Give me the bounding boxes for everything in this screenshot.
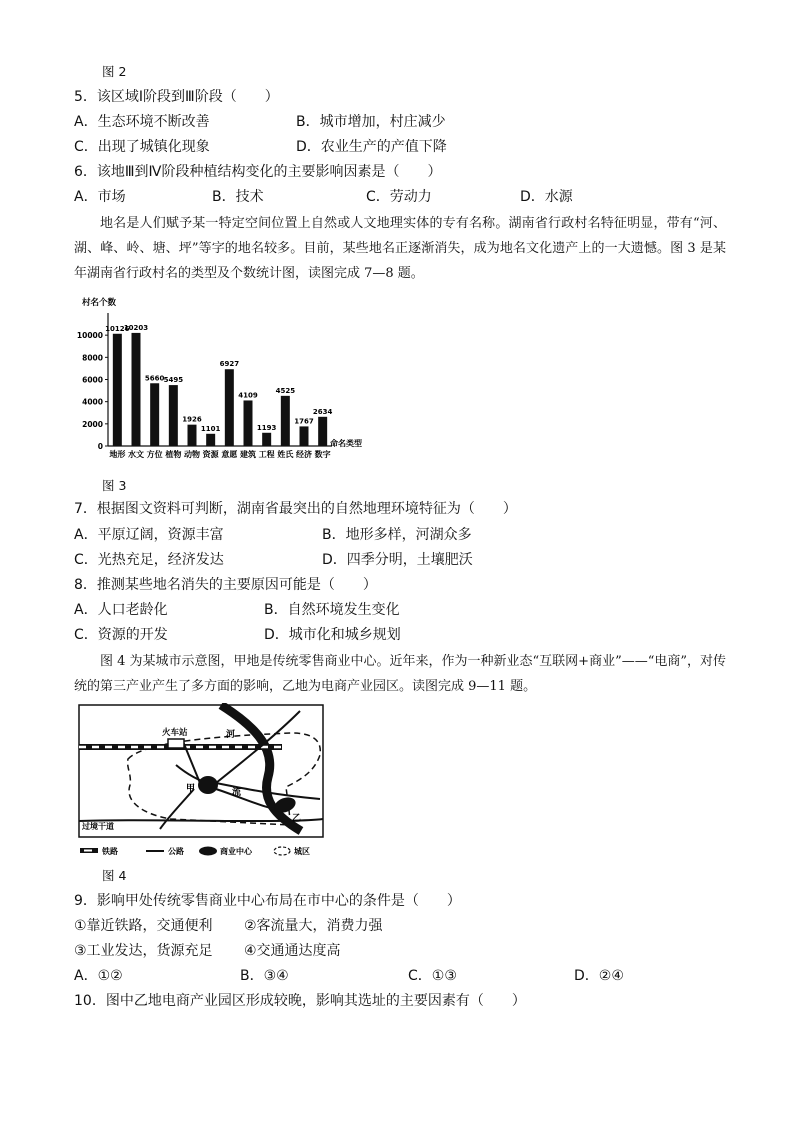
bar-value-label: 10203 <box>123 323 149 332</box>
q7-option-c[interactable]: C．光热充足，经济发达 <box>74 552 224 568</box>
q7-option-b[interactable]: B．地形多样，河湖众多 <box>322 527 472 543</box>
bar-value-label: 6927 <box>219 360 240 369</box>
q5-option-a[interactable]: A．生态环境不断改善 <box>74 114 210 130</box>
q9-statement-2: ②客流量大，消费力强 <box>244 918 383 934</box>
q8-option-d[interactable]: D．城市化和城乡规划 <box>264 627 401 643</box>
map-label-station: 火车站 <box>162 728 188 738</box>
bar-11 <box>300 426 309 446</box>
bar-value-label: 1101 <box>200 424 221 433</box>
legend-rail-label: 铁路 <box>102 847 118 856</box>
chart-y-axis-label: 村名个数 <box>82 298 117 308</box>
fig3-caption: 图 3 <box>102 478 127 493</box>
q9-statement-4: ④交通通达度高 <box>244 943 341 959</box>
bar-value-label: 1193 <box>256 423 277 432</box>
fig4-caption: 图 4 <box>102 868 127 883</box>
q7-option-a[interactable]: A．平原辽阔，资源丰富 <box>74 527 224 543</box>
q5-option-c[interactable]: C．出现了城镇化现象 <box>74 139 210 155</box>
q8-option-b[interactable]: B．自然环境发生变化 <box>264 602 400 618</box>
q9-stem: 9．影响甲处传统零售商业中心布局在市中心的条件是（ ） <box>74 893 461 909</box>
q6-option-d[interactable]: D．水源 <box>520 189 573 205</box>
bar-2 <box>132 333 141 446</box>
bar-value-label: 1767 <box>294 417 314 426</box>
q10-stem: 10．图中乙地电商产业园区形成较晚，影响其选址的主要因素有（ ） <box>74 993 526 1009</box>
q6-option-c[interactable]: C．劳动力 <box>366 189 432 205</box>
q8-option-c[interactable]: C．资源的开发 <box>74 627 168 643</box>
q6-option-a[interactable]: A．市场 <box>74 189 126 205</box>
q7-stem: 7．根据图文资料可判断，湖南省最突出的自然地理环境特征为（ ） <box>74 501 517 517</box>
category-label: 建筑 <box>240 450 256 459</box>
bar-7 <box>225 369 234 446</box>
y-tick-label: 0 <box>97 442 103 451</box>
bar-9 <box>262 433 271 446</box>
q9-option-d[interactable]: D．②④ <box>574 968 624 984</box>
y-tick-label: 4000 <box>82 397 103 407</box>
category-label: 资源 <box>202 450 219 459</box>
bar-12 <box>318 417 327 446</box>
map-label-flow: 流 <box>232 788 242 798</box>
passage-place-names: 地名是人们赋予某一特定空间位置上自然或人文地理实体的专有名称。湖南省行政村名特征明显，带有“河、湖、峰、岭、塘、坪”等字的地名较多。目前，某些地名正逐渐消失，成为地名文化遗产上的一大遗憾。图 3 是某年湖南省行政村名的类型及个数统计图，读图完成 7—8 题。 <box>74 216 726 281</box>
chart-x-axis-label: 命名类型 <box>330 439 362 448</box>
y-tick-label: 6000 <box>82 375 103 385</box>
y-tick-label: 8000 <box>82 353 103 363</box>
village-name-bar-chart <box>70 293 370 463</box>
q6-option-b[interactable]: B．技术 <box>212 189 264 205</box>
legend-center-label: 商业中心 <box>220 847 252 856</box>
category-label: 经济 <box>296 450 312 459</box>
bar-value-label: 2634 <box>312 407 333 416</box>
bar-value-label: 5495 <box>163 376 184 385</box>
q9-statement-3: ③工业发达，货源充足 <box>74 943 213 959</box>
category-label: 水文 <box>128 450 144 459</box>
map-label-river: 河 <box>226 730 236 740</box>
q6-stem: 6．该地Ⅲ到Ⅳ阶段种植结构变化的主要影响因素是（ ） <box>74 164 442 180</box>
bar-3 <box>150 383 159 446</box>
q9-option-a[interactable]: A．①② <box>74 968 123 984</box>
q5-option-b[interactable]: B．城市增加，村庄减少 <box>296 114 446 130</box>
q5-option-d[interactable]: D．农业生产的产值下降 <box>296 139 447 155</box>
category-label: 数字 <box>314 450 331 459</box>
category-label: 植物 <box>165 450 182 459</box>
city-map <box>76 703 328 863</box>
bar-10 <box>281 396 290 446</box>
legend-urban-label: 城区 <box>294 847 310 856</box>
station-building <box>168 739 184 748</box>
bar-1 <box>113 334 122 446</box>
map-label-yi: 乙 <box>292 814 302 824</box>
bar-value-label: 4525 <box>275 386 296 395</box>
q9-option-c[interactable]: C．①③ <box>408 968 457 984</box>
legend-center-symbol <box>199 847 217 856</box>
bar-value-label: 10126 <box>105 324 130 333</box>
map-label-trunk-road: 过境干道 <box>82 822 114 831</box>
bar-value-label: 4109 <box>238 391 258 400</box>
legend-road-label: 公路 <box>168 847 184 856</box>
q9-option-b[interactable]: B．③④ <box>240 968 289 984</box>
legend-urban-symbol <box>274 847 290 855</box>
fig2-caption: 图 2 <box>102 64 127 79</box>
category-label: 动物 <box>184 450 200 459</box>
q8-stem: 8．推测某些地名消失的主要原因可能是（ ） <box>74 577 377 593</box>
category-label: 工程 <box>258 450 275 459</box>
y-tick-label: 2000 <box>82 419 103 429</box>
passage-ecommerce: 图 4 为某城市示意图，甲地是传统零售商业中心。近年来，作为一种新业态“互联网+商业”——“电商”，对传统的第三产业产生了多方面的影响，乙地为电商产业园区。读图完成 9—11 题。 <box>74 654 727 694</box>
bar-6 <box>206 434 215 446</box>
bar-8 <box>244 400 253 446</box>
q7-option-d[interactable]: D．四季分明，土壤肥沃 <box>322 552 473 568</box>
category-label: 姓氏 <box>277 450 294 459</box>
category-label: 地形 <box>109 450 126 459</box>
q9-statement-1: ①靠近铁路，交通便利 <box>74 918 213 934</box>
category-label: 意愿 <box>221 450 238 459</box>
bar-4 <box>169 385 178 446</box>
q8-option-a[interactable]: A．人口老龄化 <box>74 602 168 618</box>
q5-stem: 5．该区域Ⅰ阶段到Ⅲ阶段（ ） <box>74 89 279 105</box>
map-label-jia: 甲 <box>186 784 196 794</box>
bar-value-label: 1926 <box>182 415 202 424</box>
commerce-center-jia <box>198 776 218 794</box>
category-label: 方位 <box>146 450 163 459</box>
y-tick-label: 10000 <box>76 331 103 341</box>
bar-value-label: 5660 <box>144 374 165 383</box>
bar-5 <box>188 425 197 446</box>
